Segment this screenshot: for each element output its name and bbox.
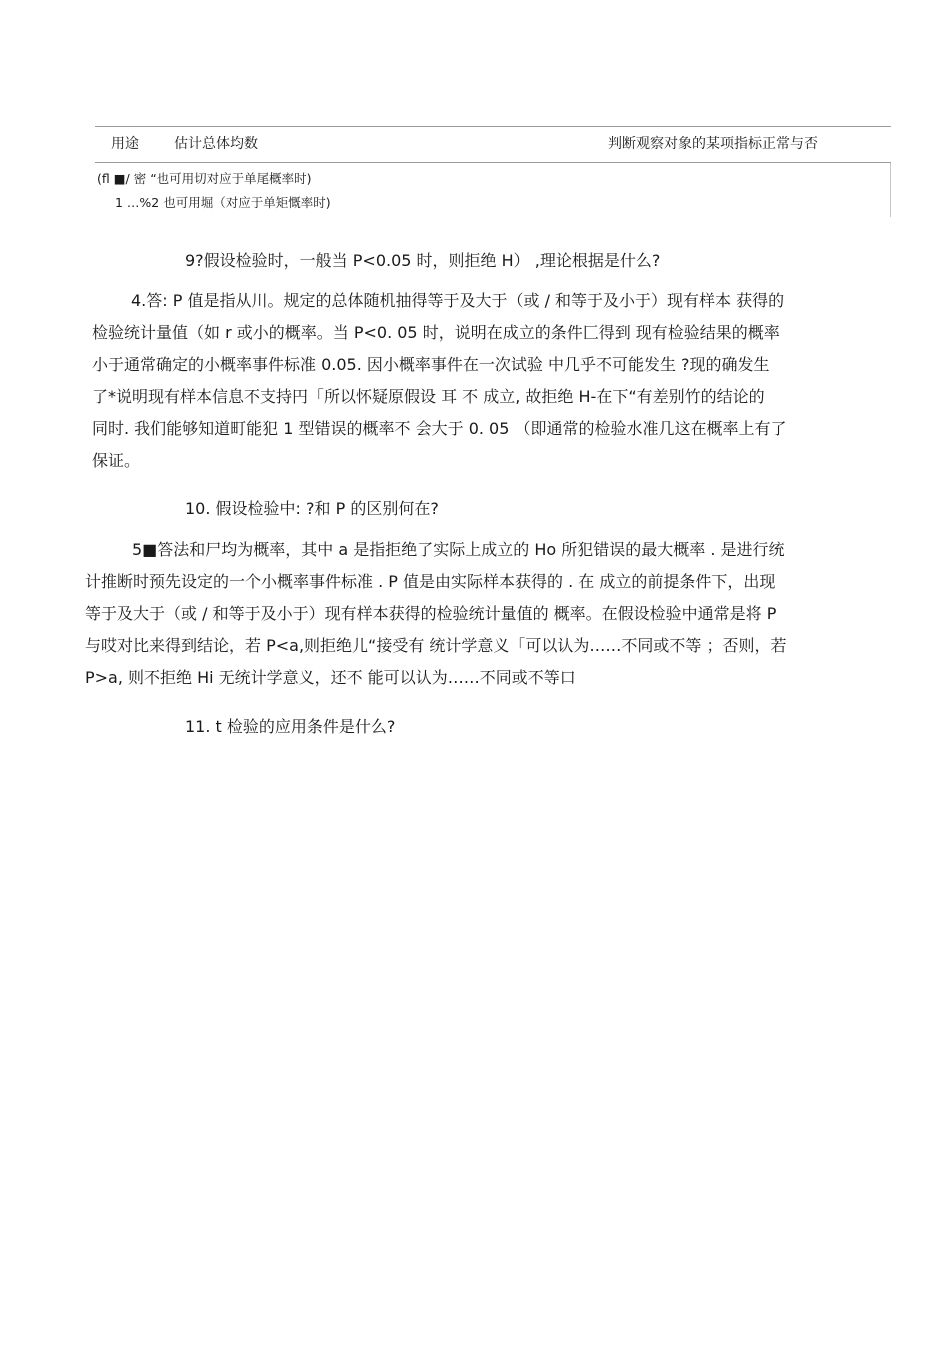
answer-4-paragraph xyxy=(92,285,787,477)
table-header-estimate-mean: 估计总体均数 xyxy=(174,136,258,152)
answer-5-line: P>a, 则不拒绝 Hi 无统计学意义，还不 能可以认为……不同或不等口 xyxy=(85,668,576,687)
answer-5-paragraph xyxy=(85,534,787,694)
answer-4-line: 同时. 我们能够知道町能犯 1 型错误的概率不 会大于 0. 05 （即通常的检验水准几这在概率上有了 xyxy=(92,419,787,438)
summary-table xyxy=(95,126,891,217)
question-11: 11. t 检验的应用条件是什么? xyxy=(185,717,396,736)
answer-4-line: 保证。 xyxy=(92,451,141,470)
answer-4-line: 4.答: P 值是指从川。规定的总体随机抽得等于及大于（或 / 和等于及小于）现有样本 获得的 xyxy=(131,291,785,310)
table-note-double-tail: 1 …%2 也可用堀（对应于单矩慨率时) xyxy=(115,195,331,210)
answer-5-line: 等于及大于（或 / 和等于及小于）现有样本获得的检验统计量值的 概率。在假设检验中通常是将 P xyxy=(85,604,777,623)
answer-5-line: 计推断时预先设定的一个小概率事件标准 . P 值是由实际样本获得的 . 在 成立的前提条件下，出现 xyxy=(85,572,776,591)
answer-5-line: 与哎对比来得到结论，若 P<a,则拒绝儿“接受有 统计学意义「可以认为……不同或不等 ；否则，若 xyxy=(85,636,787,655)
table-header-row xyxy=(95,127,891,163)
answer-4-line: 小于通常确定的小概率事件标准 0.05. 因小概率事件在一次试验 中几乎不可能发生 ?现的确发生 xyxy=(92,355,770,374)
table-header-usage: 用途 xyxy=(111,136,139,152)
answer-5-line: 5■答法和尸均为概率，其中 a 是指拒绝了实际上成立的 Ho 所犯错误的最大概率 . 是进行统 xyxy=(132,540,785,559)
table-right-border xyxy=(890,163,891,217)
answer-4-line: 检验统计量值（如 r 或小的概率。当 P<0. 05 时，说明在成立的条件匚得到 现有检验结果的概率 xyxy=(92,323,780,342)
question-10: 10. 假设检验中: ?和 P 的区别何在? xyxy=(185,499,439,518)
answer-4-line: 了*说明现有样本信息不支持円「所以怀疑原假设 耳 不 成立, 故拒绝 H-在下“有差别竹的结论的 xyxy=(92,387,765,406)
table-note-single-tail: (fl ■/ 密 “也可用切对应于单尾概率时) xyxy=(97,171,312,186)
question-9: 9?假设检验时，一般当 P<0.05 时，则拒绝 H） ,理论根据是什么? xyxy=(185,251,661,270)
table-header-judge-normal: 判断观察对象的某项指标正常与否 xyxy=(608,136,818,152)
